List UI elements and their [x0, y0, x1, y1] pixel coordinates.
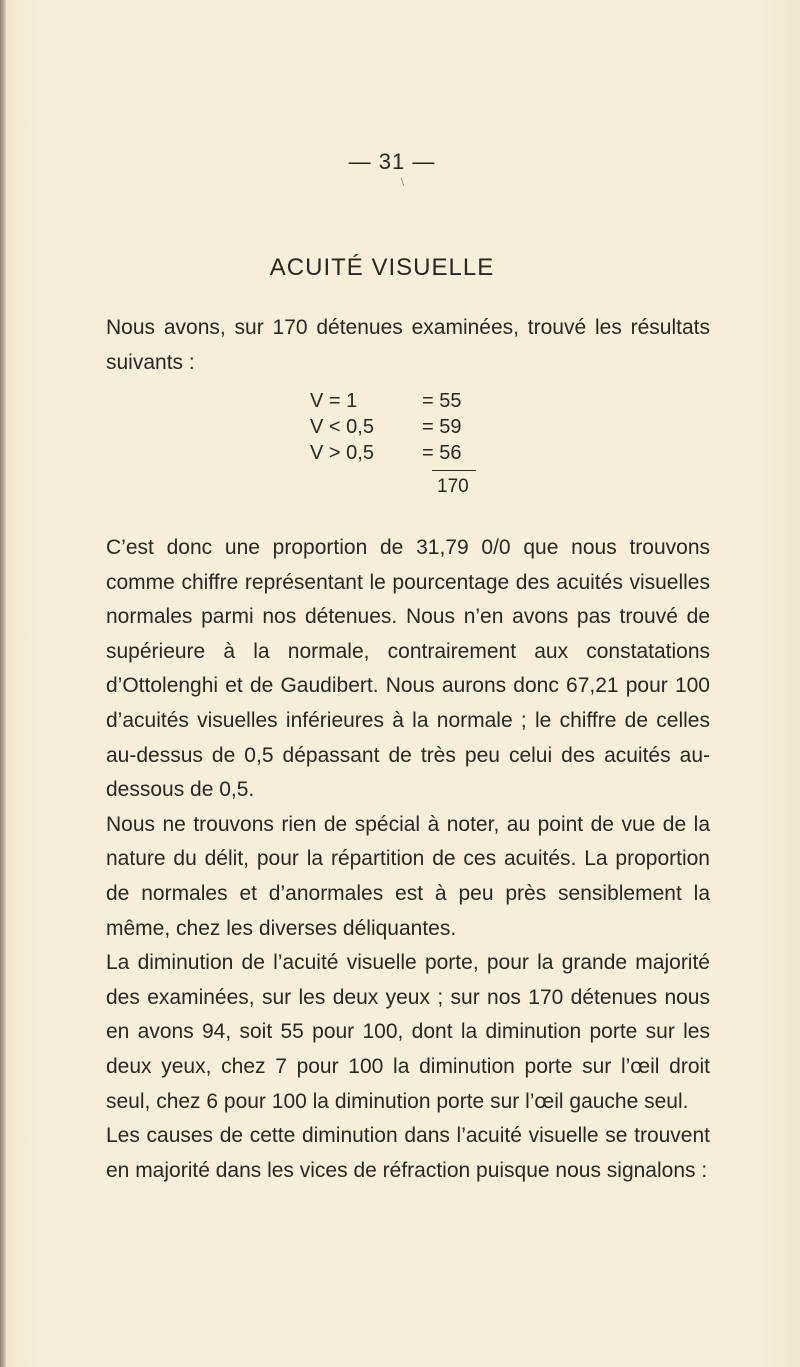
paragraph: La diminution de l’acuité visuelle porte, pour la grande majorité des examinées, sur les deux yeux ; sur nos 170 détenues nous en avons 94, soit 55 pour 100, dont la diminution porte sur les deux yeux, chez 7 pour 100 la diminution porte sur l’œil droit seul, chez 6 pour 100 la diminution porte sur l’œil gauche seul.: [106, 951, 710, 1113]
equation-rhs: = 59: [422, 416, 462, 438]
equation-lhs: V > 0,5: [310, 442, 374, 464]
sum-rule: [432, 470, 476, 471]
equation-lhs: V = 1: [310, 390, 358, 412]
body-text: [106, 531, 710, 1188]
page-edge: [0, 0, 6, 1367]
chapter-title: ACUITÉ VISUELLE: [269, 254, 495, 281]
ink-mark: [401, 178, 405, 186]
sum-total: 170: [437, 476, 469, 497]
paragraph: C’est donc une proportion de 31,79 0/0 que nous trouvons comme chiffre représentant le pourcentage des acuités visuelles normales parmi nos détenues. Nous n’en avons pas trouvé de supérieure à la normale, contrairement aux constatations d’Ottolenghi et de Gaudibert. Nous aurons donc 67,21 pour 100 d’acuités visuelles inférieures à la normale ; le chiffre de celles au-dessus de 0,5 dépassant de très peu celui des acuités au-dessous de 0,5.: [106, 536, 710, 802]
equation-row: [310, 440, 530, 466]
paragraph: Les causes de cette diminution dans l’acuité visuelle se trouvent en majorité dans les vices de réfraction puisque nous signalons :: [106, 1124, 710, 1182]
equation-lhs: V < 0,5: [310, 416, 374, 438]
equation-row: [310, 414, 530, 440]
equation-row: [310, 388, 530, 414]
equation-rhs: = 55: [422, 390, 462, 412]
page-number: — 31 —: [348, 149, 436, 174]
intro-paragraph: [106, 311, 710, 380]
intro-text: Nous avons, sur 170 détenues examinées, trouvé les résultats suivants :: [106, 316, 710, 374]
paragraph: Nous ne trouvons rien de spécial à noter, au point de vue de la nature du délit, pour la répartition de ces acuités. La proportion de normales et d’anormales est à peu près sensiblement la même, chez les diverses déliquantes.: [106, 812, 710, 940]
results-equations: [310, 388, 530, 497]
equation-rhs: = 56: [422, 442, 462, 464]
